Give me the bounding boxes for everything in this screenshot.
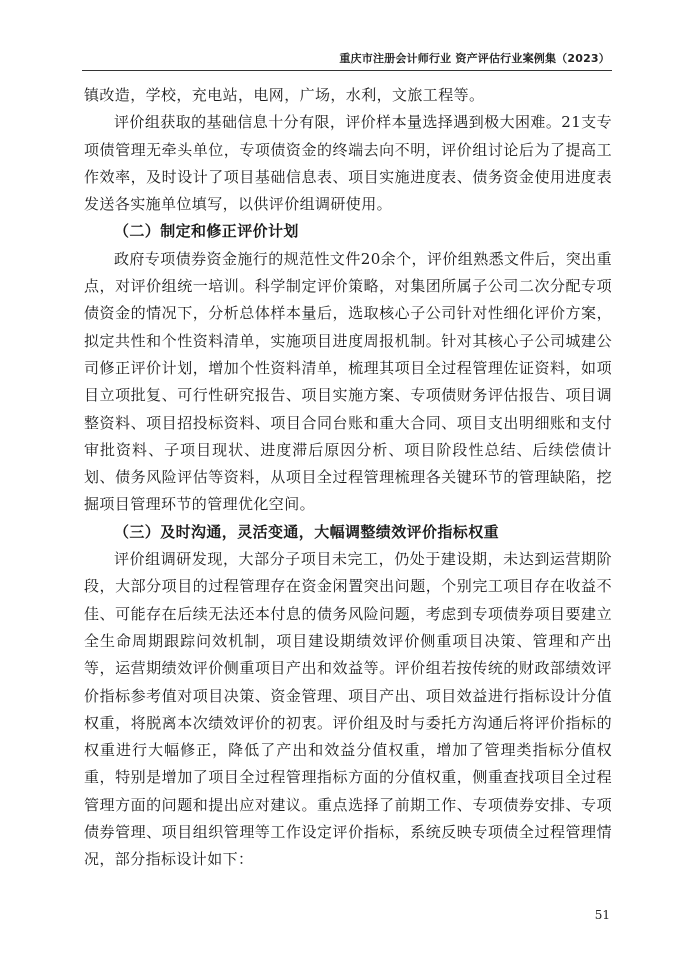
paragraph-continued: 镇改造，学校，充电站，电网，广场，水利，文旅工程等。 (84, 86, 485, 104)
header-divider (82, 70, 612, 71)
paragraph-evaluation-plan: 政府专项债券资金施行的规范性文件20余个，评价组熟悉文件后，突出重点，对评价组统一培训。科学制定评价策略，对集团所属子公司二次分配专项债资金的情况下，分析总体样本量后，选取核心子公司针对性细化评价方案，拟定共性和个性资料清单，实施项目进度周报机制。针对其核心子公司城建公司修正评价计划，增加个性资料清单，梳理其项目全过程管理佐证资料，如项目立项批复、可行性研究报告、项目实施方案、专项债财务评估报告、项目调整资料、项目招投标资料、项目合同台账和重大合同、项目支出明细账和支付审批资料、子项目现状、进度滞后原因分析、项目阶段性总结、后续偿债计划、债务风险评估等资料，从项目全过程管理梳理各关键环节的管理缺陷，挖掘项目管理环节的管理优化空间。 (84, 249, 612, 514)
section-heading-2: （二）制定和修正评价计划 (114, 222, 299, 241)
paragraph-indicator-weights: 评价组调研发现，大部分子项目未完工，仍处于建设期，未达到运营期阶段，大部分项目的过程管理存在资金闲置突出问题，个别完工项目存在收益不佳、可能存在后续无法还本付息的债务风险问题，考虑到专项债券项目要建立全生命周期跟踪问效机制，项目建设期绩效评价侧重项目决策、管理和产出等，运营期绩效评价侧重项目产出和效益等。评价组若按传统的财政部绩效评价指标参考值对项目决策、资金管理、项目产出、项目效益进行指标设计分值权重，将脱离本次绩效评价的初衷。评价组及时与委托方沟通后将评价指标的权重进行大幅修正，降低了产出和效益分值权重，增加了管理类指标分值权重，特别是增加了项目全过程管理指标方面的分值权重，侧重查找项目全过程管理方面的问题和提出应对建议。重点选择了前期工作、专项债券安排、专项债券管理、项目组织管理等工作设定评价指标，系统反映专项债全过程管理情况，部分指标设计如下： (84, 550, 612, 869)
section-heading-3: （三）及时沟通，灵活变通，大幅调整绩效评价指标权重 (114, 522, 500, 541)
running-header: 重庆市注册会计师行业 资产评估行业案例集（2023） (339, 52, 610, 65)
paragraph-basic-info: 评价组获取的基础信息十分有限，评价样本量选择遇到极大困难。21支专项债管理无牵头单位，专项债资金的终端去向不明，评价组讨论后为了提高工作效率，及时设计了项目基础信息表、项目实施进度表、债务资金使用进度表发送各实施单位填写，以供评价组调研使用。 (84, 113, 612, 214)
page-body (84, 82, 612, 874)
page-number: 51 (594, 908, 610, 922)
